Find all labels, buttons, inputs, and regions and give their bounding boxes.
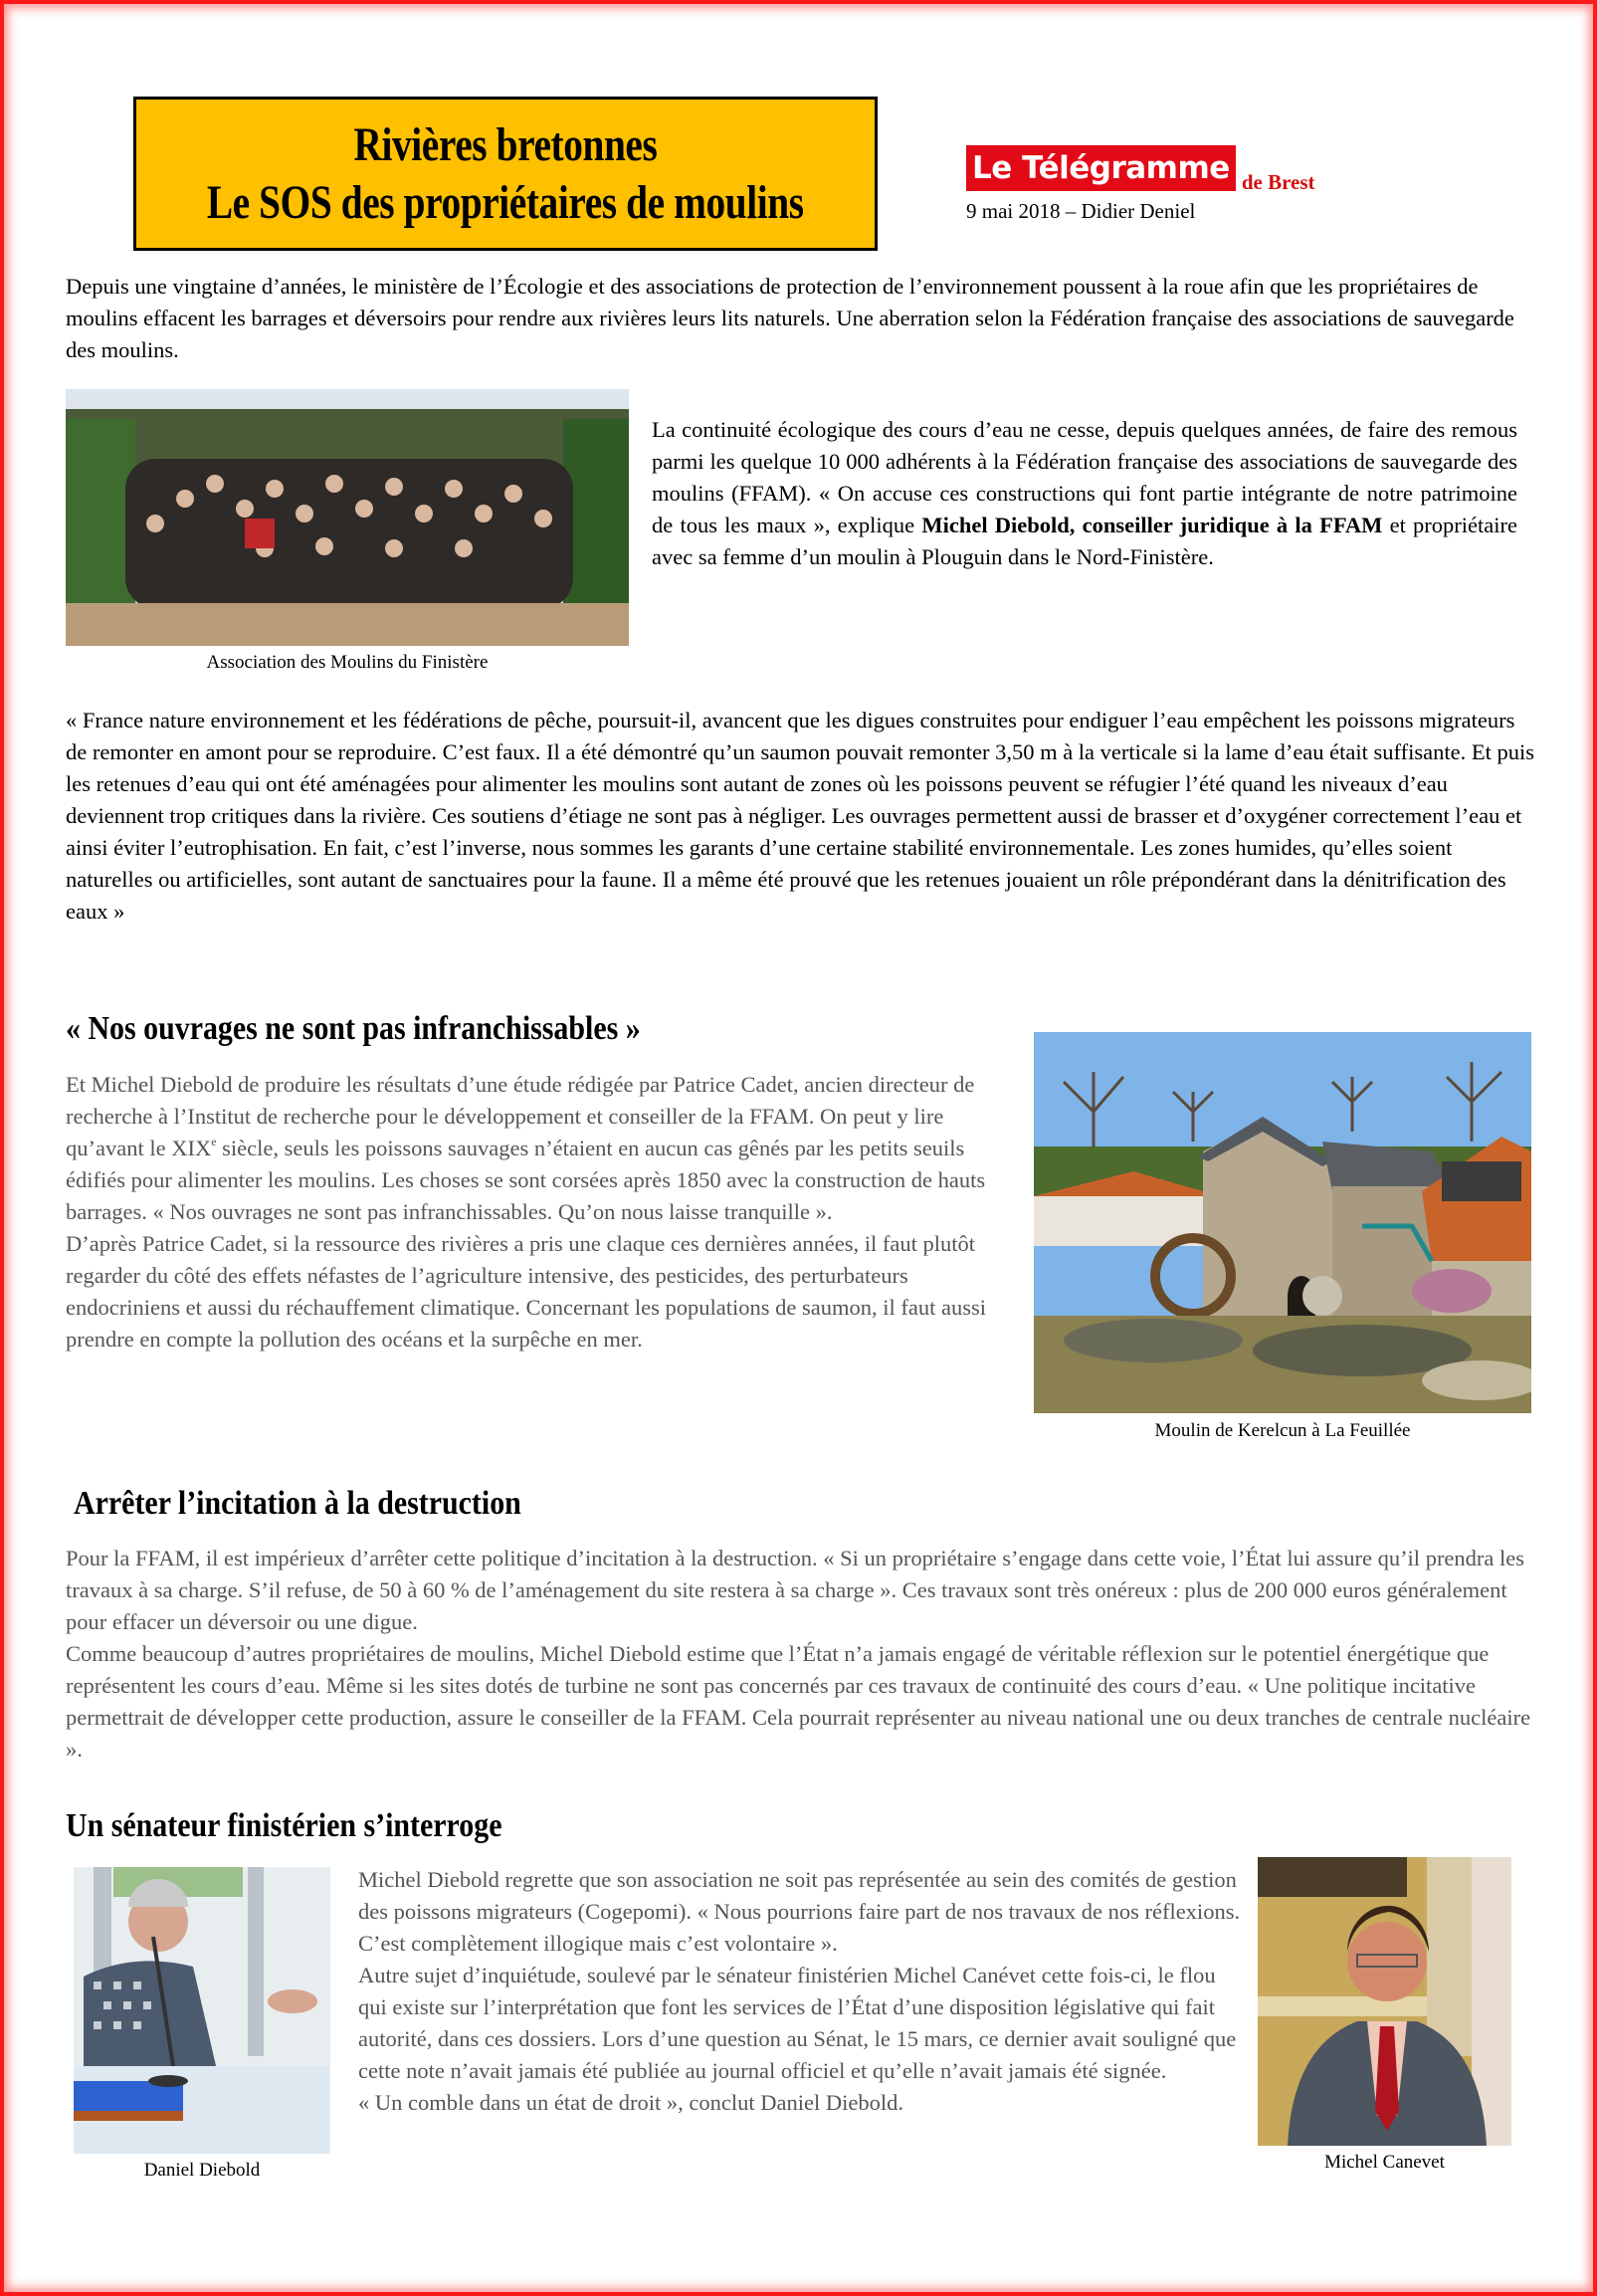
group-photo-caption: Association des Moulins du Finistère xyxy=(206,652,489,673)
michel-canevet-caption: Michel Canevet xyxy=(1324,2152,1445,2173)
section-heading-ouvrages: « Nos ouvrages ne sont pas infranchissables » xyxy=(66,1010,641,1047)
para-ffam-bold: Michel Diebold, conseiller juridique à la FFAM xyxy=(921,513,1383,537)
newspaper-logo: Le Télégramme xyxy=(966,145,1236,191)
section-destruction-p1: Pour la FFAM, il est impérieux d’arrêter cette politique d’incitation à la destruction. « Si un propriétaire s’engage dans cette voie, l’État lui assure qu’il prendra les travaux à sa charge. S’il refuse, de 50 à 60 % de l’aménagement du site restera à sa charge ». Ces travaux sont très onéreux : plus de 200 000 euros généralement pour effacer un déversoir ou une digue. xyxy=(66,1546,1525,1634)
section-ouvrages-p1-b: siècle, seuls les poissons sauvages n’étaient en aucun cas gênés par les petits seuils édifiés pour alimenter les moulins. Les choses se sont corsées après 1850 avec la construction de hauts barrages. « Nos ouvrages ne sont pas infranchissables. Qu’on nous laisse tranquille ». xyxy=(66,1136,986,1224)
headline-box xyxy=(133,97,878,251)
mill-photo-image xyxy=(1034,1032,1531,1413)
section-ouvrages-p1 xyxy=(66,1069,995,1228)
daniel-diebold-caption: Daniel Diebold xyxy=(143,2160,261,2181)
edition-label: de Brest xyxy=(1241,170,1315,194)
para-ffam-text-2: et propriétaire avec sa femme d’un moulin à Plouguin dans le Nord-Finistère. xyxy=(652,513,1517,569)
headline-line-2: Le SOS des propriétaires de moulins xyxy=(207,175,804,229)
para-ffam xyxy=(652,414,1517,573)
michel-canevet-image xyxy=(1258,1857,1511,2146)
group-photo xyxy=(66,389,629,646)
section-ouvrages-p1-a: Et Michel Diebold de produire les résultats d’une étude rédigée par Patrice Cadet, ancien directeur de recherche à l’Institut de recherche pour le développement et conseiller de la FFAM. On peut y lire qu’avant le XIX xyxy=(66,1072,975,1160)
section-heading-senateur: Un sénateur finistérien s’interroge xyxy=(66,1807,502,1844)
quote-paragraph: « France nature environnement et les fédérations de pêche, poursuit-il, avancent que les digues construites pour endiguer l’eau empêchent les poissons migrateurs de remonter en amont pour se reproduire. C’est faux. Il a été démontré qu’un saumon pouvait remonter 3,50 m à la verticale si la lame d’eau était suffisante. Et puis les retenues d’eau qui ont été aménagées pour alimenter les moulins sont autant de zones où les poissons peuvent se réfugier l’été quand les niveaux d’eau deviennent trop critiques dans la rivière. Ces soutiens d’étiage ne sont pas à négliger. Les ouvrages permettent aussi de brasser et d’oxygéner correctement l’eau et ainsi éviter l’eutrophisation. En fait, c’est l’inverse, nous sommes les garants d’une certaine stabilité environnementale. Les zones humides, qu’elles soient naturelles ou artificielles, sont autant de sanctuaires pour la faune. Il a même été prouvé que les retenues jouaient un rôle prépondérant dans la dénitrification des eaux » xyxy=(66,708,1534,924)
headline-line-1: Rivières bretonnes xyxy=(353,117,658,171)
section-senateur-body xyxy=(358,1864,1244,2119)
daniel-diebold-photo xyxy=(74,1867,330,2154)
group-photo-image xyxy=(66,389,629,646)
section-senateur-p2: Autre sujet d’inquiétude, soulevé par le sénateur finistérien Michel Canévet cette fois-ci, le flou qui existe sur l’interprétation que font les services de l’État d’une disposition législative qui fait autorité, dans ces dossiers. Lors d’une question au Sénat, le 15 mars, ce dernier avait souligné que cette note n’avait jamais été publiée au journal officiel et qu’elle n’avait jamais été signée. xyxy=(358,1963,1237,2083)
section-heading-destruction: Arrêter l’incitation à la destruction xyxy=(74,1485,521,1522)
section-destruction-p2: Comme beaucoup d’autres propriétaires de moulins, Michel Diebold estime que l’État n’a jamais engagé de véritable réflexion sur le potentiel énergétique que représentent les cours d’eau. Même si les sites dotés de turbine ne sont pas concernés par ces travaux de continuité des cours d’eau. « Une politique incitative permettrait de développer cette production, assure le conseiller de la FFAM. Cela pourrait représenter au niveau national une ou deux tranches de centrale nucléaire ». xyxy=(66,1641,1531,1762)
michel-canevet-photo xyxy=(1258,1857,1511,2146)
mill-photo-caption: Moulin de Kerelcun à La Feuillée xyxy=(1154,1420,1411,1441)
para-ffam-text-1: La continuité écologique des cours d’eau ne cesse, depuis quelques années, de faire des remous parmi les quelque 10 000 adhérents à la Fédération française des associations de sauvegarde des moulins (FFAM). « On accuse ces constructions qui font partie intégrante de notre patrimoine de tous les maux », explique xyxy=(652,417,1517,537)
section-ouvrages-p2: D’après Patrice Cadet, si la ressource des rivières a pris une claque ces dernières années, il faut plutôt regarder du côté des effets néfastes de l’agriculture intensive, des pesticides, des perturbateurs endocriniens et aussi du réchauffement climatique. Concernant les populations de saumon, il faut aussi prendre en compte la pollution des océans et la surpêche en mer. xyxy=(66,1231,986,1352)
section-senateur-p1: Michel Diebold regrette que son association ne soit pas représentée au sein des comités de gestion des poissons migrateurs (Cogepomi). « Nous pourrions faire part de nos travaux de nos réflexions. C’est complètement illogique mais c’est volontaire ». xyxy=(358,1867,1241,1956)
intro-paragraph: Depuis une vingtaine d’années, le ministère de l’Écologie et des associations de protection de l’environnement poussent à la roue afin que les propriétaires de moulins effacent les barrages et déversoirs pour rendre aux rivières leurs lits naturels. Une aberration selon la Fédération française des associations de sauvegarde des moulins. xyxy=(66,274,1514,362)
section-senateur-p3: « Un comble dans un état de droit », conclut Daniel Diebold. xyxy=(358,2090,903,2115)
daniel-diebold-image xyxy=(74,1867,330,2154)
section-destruction-body xyxy=(66,1543,1538,1766)
mill-photo xyxy=(1034,1032,1531,1413)
byline: 9 mai 2018 – Didier Deniel xyxy=(966,199,1196,223)
newspaper-masthead xyxy=(966,145,1315,194)
section-ouvrages-body xyxy=(66,1069,995,1356)
superscript-e: e xyxy=(211,1135,217,1148)
